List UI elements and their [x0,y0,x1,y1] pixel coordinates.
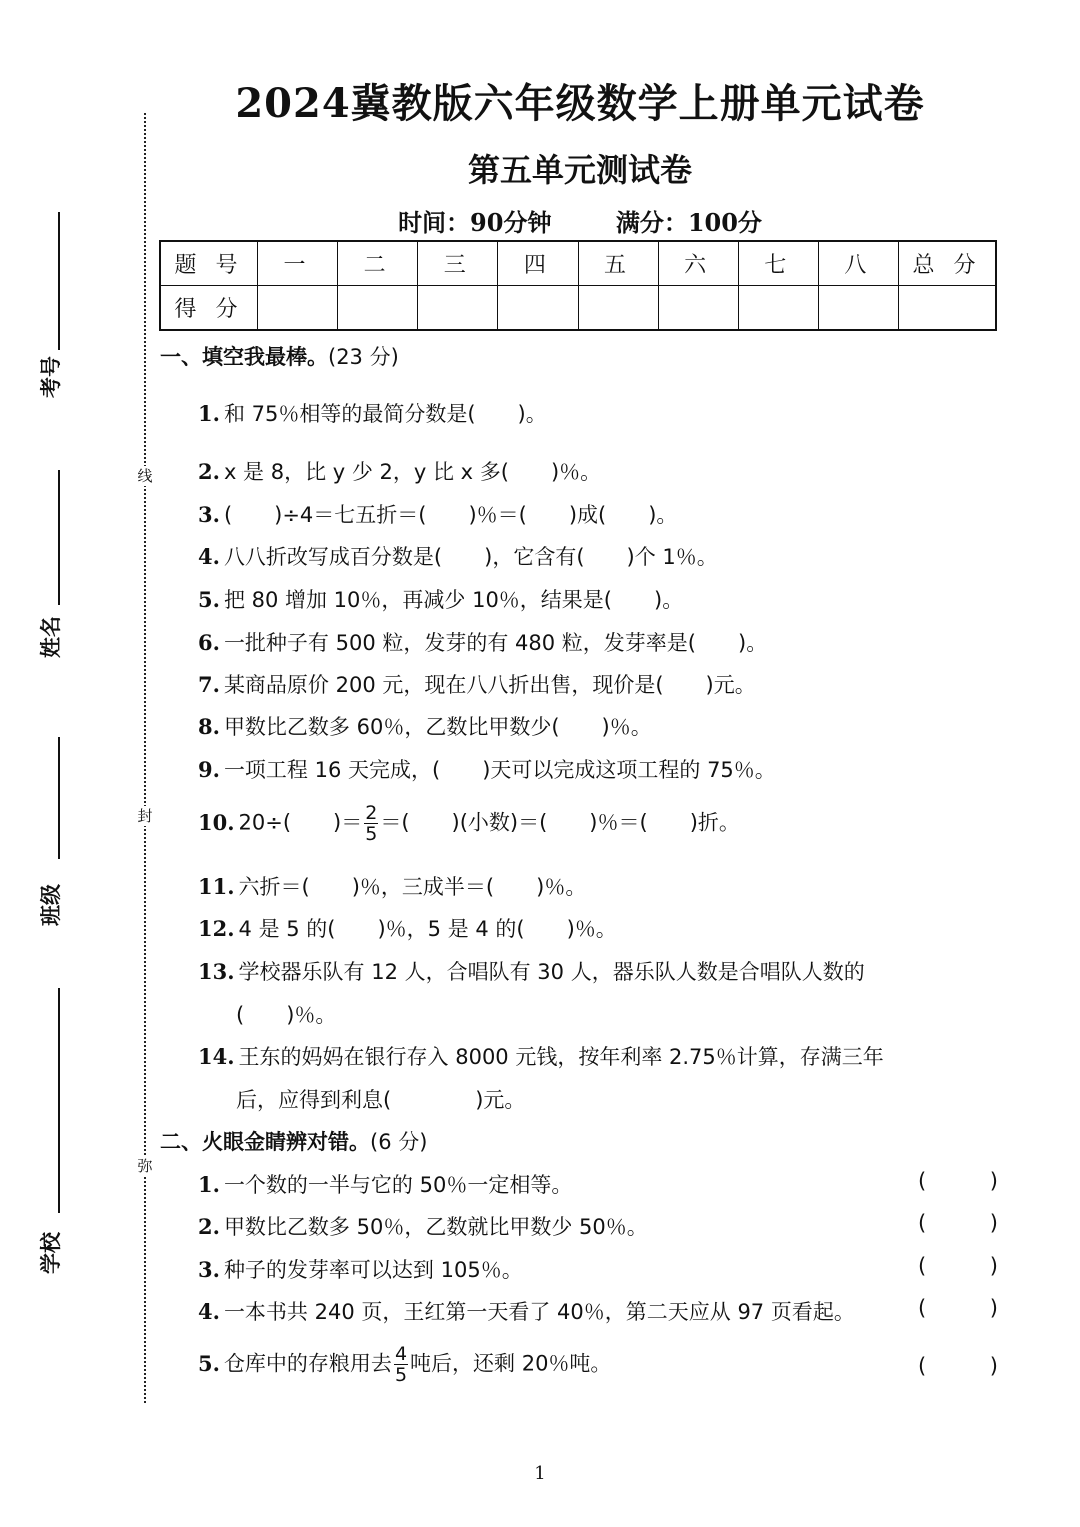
question-1-7 [198,669,756,699]
question-number: 3. [198,502,220,527]
question-text: 六折＝( )％，三成半＝( )％。 [238,875,587,899]
question-number: 5. [198,587,220,612]
question-text-after: ＝( )(小数)＝( )％＝( )折。 [380,810,740,835]
question-text: 某商品原价 200 元，现在八八折出售，现价是( )元。 [223,673,756,697]
fraction-numerator: 2 [365,802,378,824]
question-number: 12. [198,916,235,941]
header-cell: 四 [498,241,578,286]
question-number: 3. [198,1257,220,1282]
fraction [394,1344,408,1385]
paren-close: ) [989,1211,998,1235]
question-2-4 [198,1296,855,1326]
exam-meta [160,203,1000,238]
question-text: 一个数的一半与它的 50％一定相等。 [223,1173,573,1197]
paren-close: ) [989,1254,998,1278]
question-number: 9. [198,757,220,782]
question-number: 4. [198,544,220,569]
header-cell: 六 [658,241,738,286]
question-1-2 [198,456,601,486]
section-1-heading [160,341,399,371]
question-text: 种子的发芽率可以达到 105％。 [223,1258,523,1282]
score-cell[interactable] [578,286,658,331]
question-text-after: 吨后，还剩 20％吨。 [410,1351,612,1376]
question-number: 1. [198,1172,220,1197]
question-number: 7. [198,672,220,697]
score-cell[interactable] [258,286,338,331]
question-text: 一项工程 16 天完成，( )天可以完成这项工程的 75％。 [223,758,776,782]
seal-dotted-line [144,113,146,1403]
question-1-8 [198,711,652,741]
page-number: 1 [534,1463,546,1484]
question-text: 把 80 增加 10％，再减少 10％，结果是( )。 [223,588,684,612]
fraction-denominator: 5 [394,1364,408,1386]
score-cell[interactable] [658,286,738,331]
score-table-score-row [160,286,996,331]
school-label: 学校 [39,1232,63,1274]
answer-box-2-3[interactable] [918,1254,998,1278]
question-text: 甲数比乙数多 50％，乙数就比甲数少 50％。 [223,1215,648,1239]
question-1-6 [198,627,767,657]
question-number: 13. [198,959,235,984]
question-1-14 [198,1041,884,1071]
question-number: 14. [198,1044,235,1069]
seal-char-line: 线 [135,466,155,486]
question-number: 6. [198,630,220,655]
question-text: 和 75％相等的最简分数是( )。 [223,402,547,426]
question-2-3 [198,1254,523,1284]
answer-box-2-4[interactable] [918,1296,998,1320]
header-cell: 八 [818,241,898,286]
name-line[interactable] [58,470,60,605]
answer-box-2-5[interactable] [918,1354,998,1378]
paren-open: ( [918,1254,927,1278]
fraction [364,803,378,844]
question-1-10 [198,803,740,844]
question-1-1 [198,398,547,428]
section-1-points: (23 分) [328,345,399,369]
question-text: 王东的妈妈在银行存入 8000 元钱，按年利率 2.75％计算，存满三年 [238,1045,884,1069]
question-number: 4. [198,1299,220,1324]
score-cell[interactable] [899,286,997,331]
question-1-4 [198,541,718,571]
question-1-14-line2: 后，应得到利息( )元。 [236,1088,526,1112]
section-2-title: 二、火眼金睛辨对错。 [160,1130,370,1154]
question-text: 4 是 5 的( )％，5 是 4 的( )％。 [238,917,617,941]
header-cell: 题 号 [160,241,258,286]
question-number: 8. [198,714,220,739]
header-cell: 三 [418,241,498,286]
header-cell: 七 [738,241,818,286]
paren-close: ) [989,1354,998,1378]
question-1-11 [198,871,586,901]
question-text: ( )÷4＝七五折＝( )％＝( )成( )。 [223,503,678,527]
question-text: 学校器乐队有 12 人，合唱队有 30 人，器乐队人数是合唱队人数的 [238,960,865,984]
score-cell[interactable] [338,286,418,331]
header-cell: 一 [258,241,338,286]
score-cell[interactable] [818,286,898,331]
seal-char-seal: 封 [135,806,155,826]
page-title: 2024冀教版六年级数学上册单元试卷 [235,80,925,127]
exam-number-line[interactable] [58,212,60,350]
question-number: 10. [198,809,235,835]
question-1-13 [198,956,865,986]
paren-open: ( [918,1169,927,1193]
score-cell[interactable] [738,286,818,331]
page-subtitle: 第五单元测试卷 [467,151,692,189]
fraction-denominator: 5 [365,823,378,845]
header-cell: 五 [578,241,658,286]
section-2-heading [160,1126,427,1156]
fraction-numerator: 4 [394,1343,408,1365]
question-1-13-line2: ( )％。 [236,1003,337,1027]
score-row-label: 得 分 [160,286,258,331]
paren-open: ( [918,1354,927,1378]
question-text: 一批种子有 500 粒，发芽的有 480 粒，发芽率是( )。 [223,631,768,655]
exam-number-label: 考号 [39,356,63,398]
question-2-2 [198,1211,648,1241]
section-1-title: 一、填空我最棒。 [160,345,328,369]
exam-full-score: 满分：100分 [615,208,762,237]
header-cell: 二 [338,241,418,286]
question-2-1 [198,1169,572,1199]
paren-open: ( [918,1211,927,1235]
class-label: 班级 [39,884,63,926]
question-number: 11. [198,874,235,899]
question-number: 1. [198,401,220,426]
question-text-before: 仓库中的存粮用去 [223,1351,392,1376]
question-1-3 [198,499,677,529]
score-cell[interactable] [498,286,578,331]
paren-close: ) [989,1296,998,1320]
school-line[interactable] [58,988,60,1213]
question-number: 5. [198,1350,220,1376]
answer-box-2-1[interactable] [918,1169,998,1193]
class-line[interactable] [58,737,60,859]
question-text: 八八折改写成百分数是( )，它含有( )个 1％。 [223,545,718,569]
score-table [159,240,997,331]
question-1-12 [198,913,617,943]
question-2-5 [198,1344,611,1385]
exam-time: 时间：90分钟 [398,208,552,237]
question-number: 2. [198,1214,220,1239]
score-table-header-row [160,241,996,286]
question-number: 2. [198,459,220,484]
paren-close: ) [989,1169,998,1193]
section-2-points: (6 分) [370,1130,428,1154]
question-text: 甲数比乙数多 60％，乙数比甲数少( )％。 [223,715,652,739]
question-text: x 是 8，比 y 少 2，y 比 x 多( )％。 [223,460,602,484]
header-cell: 总 分 [899,241,997,286]
answer-box-2-2[interactable] [918,1211,998,1235]
name-label: 姓名 [39,616,63,658]
question-text-before: 20÷( )＝ [238,810,363,835]
question-text: 一本书共 240 页，王红第一天看了 40％，第二天应从 97 页看起。 [223,1300,855,1324]
score-cell[interactable] [418,286,498,331]
seal-char-mi: 弥 [135,1156,155,1176]
paren-open: ( [918,1296,927,1320]
question-1-5 [198,584,683,614]
question-1-9 [198,754,776,784]
